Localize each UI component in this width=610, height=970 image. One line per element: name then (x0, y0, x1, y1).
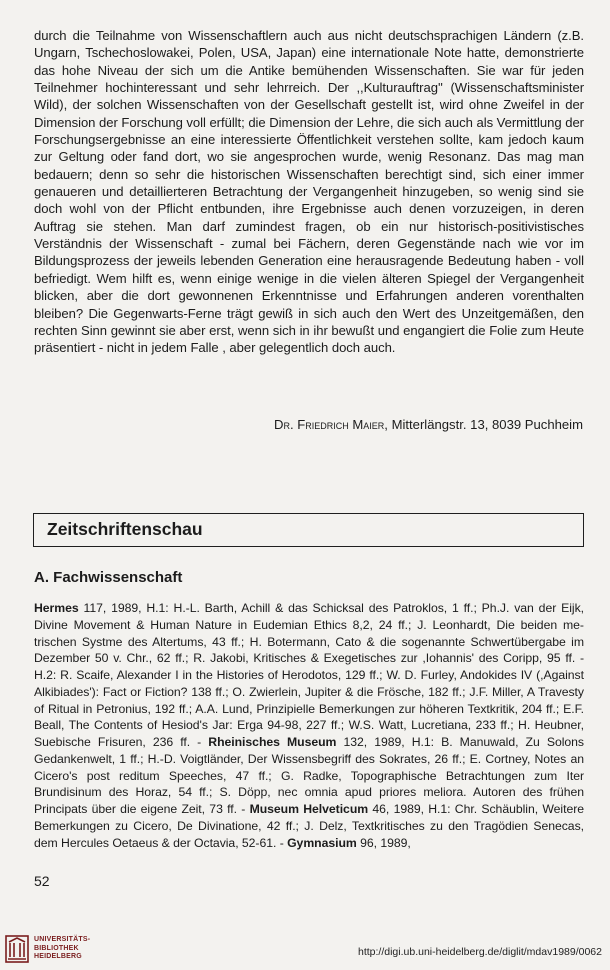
section-heading-box: Zeitschriftenschau (33, 513, 584, 547)
author-signature (274, 416, 583, 433)
footer-url[interactable]: http://digi.ub.uni-heidelberg.de/diglit/mdav1989/0062 (357, 946, 602, 958)
bibliography-paragraph (34, 600, 584, 851)
body-paragraph: durch die Teilnahme von Wissenschaftlern auch aus nicht deutschsprachigen Ländern (z.B. Ungarn, Tschechoslowakei, Polen, USA, Japan) eine internationale Note hatte, demonstrierte das hohe Niveau der sich um die Antike bemühenden Wissenschaften. Sie war für jeden Teilnehmer hochinteressant und sehr lehrreich. Der ,,Kulturauftrag'' (Wissenschaftsminister Wild), der solchen Wissenschaften von der Gesellschaft gestellt ist, wird ohne Zweifel in der Dimension der Forschung voll erfüllt; die Dimension der Lehre, die sich auch als Vermittlung der Forschungsergebnisse an eine interessierte Öffentlichkeit verstehen sollte, kam jedoch kaum zur Geltung oder fand dort, wo sie angesprochen wurde, wenig Resonanz. Das mag man bedauern; denn so sehr die historischen Wissenschaften berechtigt sind, sich einer immer genaueren und detaillierteren Betrachtung der Vergangenheit hinzugeben, so wenig sind sie doch wohl von der Pflicht entbunden, ihre Ergebnisse auch denen vorzuzeigen, in deren Auftrag sie stehen. Man darf zumindest fragen, ob ein nur historisch-positivistisches Verständnis der Wissenschaft - zumal bei Fächern, deren Gegenstände nach wie vor im Bildungsprozess der jeweils lebenden Generation eine herausragende Bedeutung haben - voll befriedigt. Wem hilft es, wenn einige wenige in die vielen älteren Spiegel der Vergangenheit blicken, aber die dort gewonnenen Erkenntnisse und Erfahrungen anderen vorenthalten bleiben? Die Gegenwarts-Ferne trägt gewiß in sich auch den Wert des Unzeitgemäßen, den rechten Sinn gewinnt sie aber erst, wenn sich in ihr bewußt und engangiert die Folie zum Heute präsentiert - nicht in jedem Falle , aber gelegentlich doch auch. (34, 28, 584, 356)
journal-rheinisches-museum: Rheinisches Museum (208, 735, 337, 749)
bib-entries-rheinisches: 132, 1989, H.1: B. Manuwald, Zu Solons Gedankenwelt, 1 ff.; H.-D. Voigtländer, Der Wissensbegriff des Sokrates, 26 ff.; E. Cortney, Notes an Cicero's post reditum Speeches, 47 ff.; G. Radke, Topographische Betrachtungen zum Iter Brundisinum des Horaz, 54 ff.; S. Döpp, nec omnia apud priores meliora. Autoren des frühen Principats über die eigene Zeit, 73 ff. - (34, 735, 585, 816)
journal-hermes: Hermes (34, 601, 79, 615)
bib-entries-hermes: 117, 1989, H.1: H.-L. Barth, Achill & das Schicksal des Patroklos, 1 ff.; Ph.J. van der Eijk, Divine Movement & Human Nature in Eudemian Ethics 8,2, 24 ff.; J. Leonhardt, Die beiden metrischen Systme des Altertums, 43 ff.; H. Botermann, Cato & die sogenannte Schwertübergabe im Dezember 50 v. Chr., 62 ff.; R. Jakobi, Kritisches & Exegetisches zur ,Iohannis' des Coripp, 95 ff. - H.2: R. Scaife, Alexander I in the Histories of Herodotos, 129 ff.; W. D. Furley, Andokides IV (,Against Alkibiades'): Fact or Fiction? 138 ff.; O. Zwierlein, Jupiter & die Frösche, 182 ff.; J.F. Miller, A Travesty of Ritual in Petronius, 192 ff.; A.A. Lund, Prinzipielle Bemerkungen zur höheren Textkritik, 204 ff.; E.F. Beall, The Contents of Hesiod's Jar: Erga 94-98, 227 ff.; W.S. Watt, Lucretiana, 233 ff.; H. Heubner, Suebische Frisuren, 236 ff. - (34, 601, 584, 749)
library-logo-text (34, 936, 90, 962)
library-logo (5, 933, 125, 967)
subsection-heading: A. Fachwissenschaft (34, 569, 183, 586)
author-address: , Mitterlängstr. 13, 8039 Puchheim (384, 417, 583, 432)
logo-line-3: HEIDELBERG (34, 953, 82, 961)
author-name: Dr. Friedrich Maier (274, 417, 385, 432)
journal-gymnasium: Gymnasium (287, 835, 357, 850)
page-number: 52 (34, 873, 50, 889)
bib-entries-helveticum: 46, 1989, H.1: Chr. Schäublin, Weitere Bemerkungen zu Cicero, De Divinatione, 42 ff.; J. Delz, Textkritisches zu den Tragödien Senecas, dem Hercules Oetaeus & der Octavia, 52-61. - (34, 802, 584, 850)
library-crest-icon (5, 935, 29, 963)
logo-line-1: UNIVERSITÄTS- (34, 936, 91, 943)
bib-entries-gymnasium: 96, 1989, (356, 835, 411, 850)
logo-line-2: BIBLIOTHEK (34, 944, 79, 952)
journal-museum-helveticum: Museum Helveticum (249, 802, 369, 816)
